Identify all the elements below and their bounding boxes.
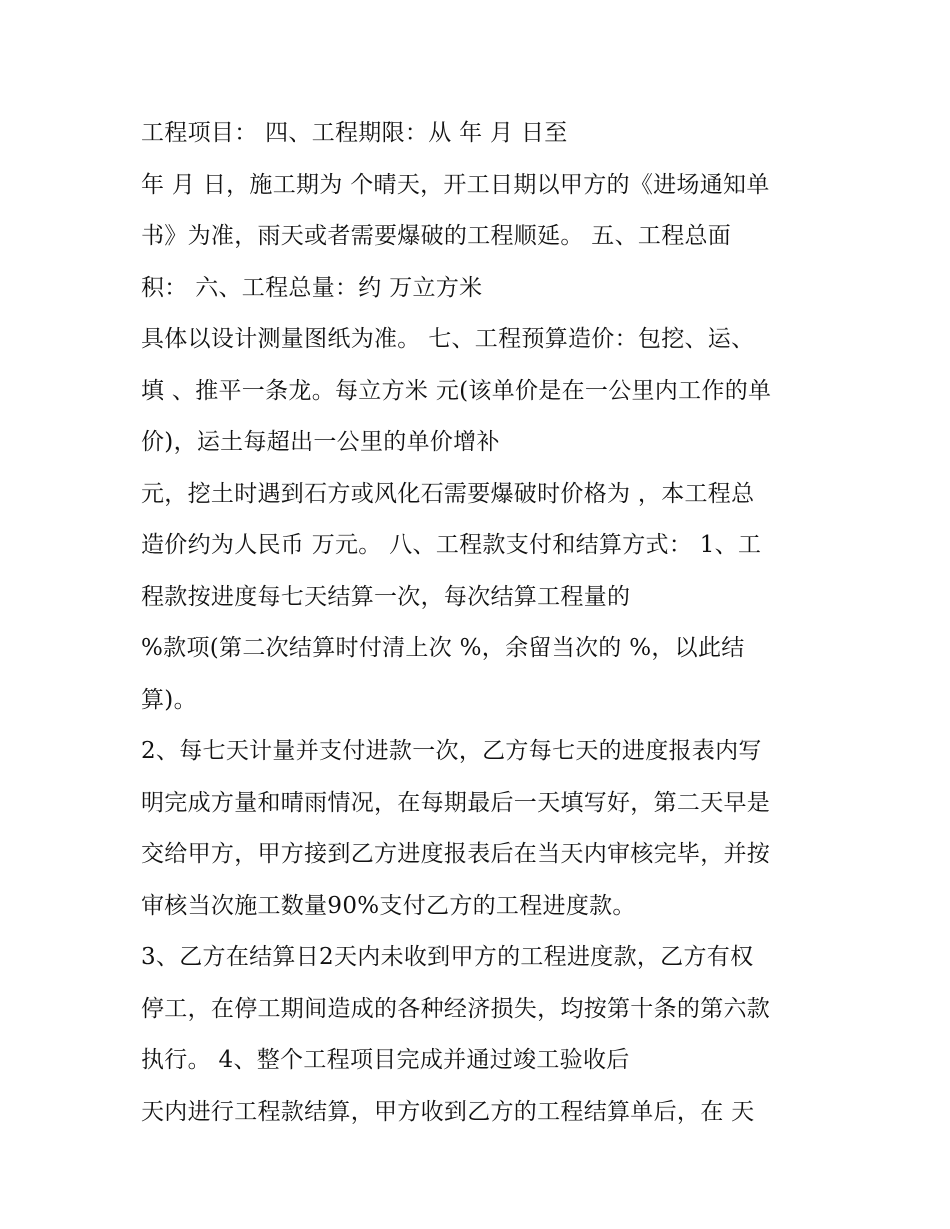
text-line: 3、乙方在结算日2天内未收到甲方的工程进度款，乙方有权 [141, 944, 754, 970]
text-line: 填 、推平一条龙。每立方米 元(该单价是在一公里内工作的单 [141, 377, 772, 404]
text-line: 2、每七天计量并支付进款一次，乙方每七天的进度报表内写 [141, 738, 762, 764]
contract-text-block [141, 108, 831, 1138]
text-line: 程款按进度每七天结算一次，每次结算工程量的 [141, 583, 631, 610]
text-line: 天内进行工程款结算，甲方收到乙方的工程结算单后，在 天 [141, 1098, 755, 1125]
text-line: 停工，在停工期间造成的各种经济损失，均按第十条的第六款 [141, 995, 771, 1022]
text-line: %款项(第二次结算时付清上次 %，余留当次的 %，以此结 [141, 635, 745, 661]
text-line: 算)。 [141, 686, 197, 713]
text-line: 造价约为人民币 万元。 八、工程款支付和结算方式： 1、工 [141, 532, 762, 558]
text-line: 审核当次施工数量90%支付乙方的工程进度款。 [141, 892, 636, 919]
text-line: 工程项目： 四、工程期限：从 年 月 日至 [141, 120, 568, 146]
text-line: 交给甲方，甲方接到乙方进度报表后在当天内审核完毕，并按 [141, 841, 771, 867]
text-line: 年 月 日，施工期为 个晴天，开工日期以甲方的《进场通知单 [141, 171, 770, 198]
text-line: 具体以设计测量图纸为准。 七、工程预算造价：包挖、运、 [141, 326, 755, 352]
text-line: 执行。 4、整个工程项目完成并通过竣工验收后 [141, 1047, 630, 1073]
text-line: 明完成方量和晴雨情况，在每期最后一天填写好，第二天早是 [141, 789, 771, 816]
text-line: 价)，运土每超出一公里的单价增补 [141, 429, 500, 455]
text-line: 元，挖土时遇到石方或风化石需要爆破时价格为 ，本工程总 [141, 480, 755, 507]
text-line: 积： 六、工程总量：约 万立方米 [141, 274, 483, 301]
text-line: 书》为准，雨天或者需要爆破的工程顺延。 五、工程总面 [141, 223, 732, 249]
